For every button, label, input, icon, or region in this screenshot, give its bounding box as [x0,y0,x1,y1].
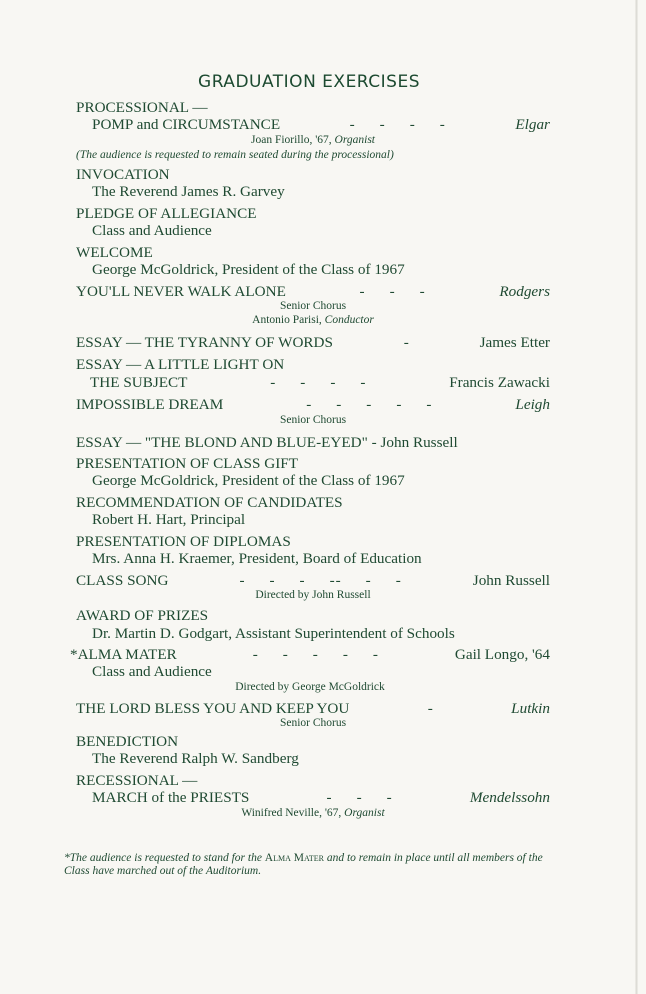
diplomas-person: Mrs. Anna H. Kraemer, President, Board of Education [92,550,422,568]
processional-composer: Elgar [515,116,550,134]
walk-alone-title: YOU'LL NEVER WALK ALONE [76,282,286,300]
lord-bless-composer: Lutkin [511,699,550,717]
alma-mater-composer: Gail Longo, '64 [454,645,550,663]
class-gift-person: George McGoldrick, President of the Class of 1967 [92,472,405,490]
impossible-dream-chorus: Senior Chorus [279,413,347,426]
page-edge [635,0,638,994]
program-item-class-song [76,572,550,603]
class-gift-heading: PRESENTATION OF CLASS GIFT [76,454,298,472]
footnote-part1: *The audience is requested to stand for the [64,852,262,864]
benediction-heading: BENEDICTION [76,732,179,750]
program-item-diplomas [76,533,550,568]
alma-mater-direction: Directed by George McGoldrick [235,680,385,693]
processional-dashes: - - - - [349,116,446,134]
program-item-recessional [76,772,550,821]
essay-2-title-line2: THE SUBJECT [90,373,188,391]
program-list [70,99,550,823]
pledge-detail: Class and Audience [92,222,212,240]
recessional-piece: MARCH of the PRIESTS [92,789,250,807]
processional-piece: POMP and CIRCUMSTANCE [92,116,281,134]
recessional-dashes: - - - [326,789,393,807]
recommendation-heading: RECOMMENDATION OF CANDIDATES [76,493,343,511]
recessional-performer-role: Organist [344,806,385,819]
program-item-benediction [76,733,550,768]
program-item-invocation [76,166,550,201]
walk-alone-conductor-role: Conductor [324,314,374,327]
processional-performer-role: Organist [334,133,376,146]
footnote-part2: and to remain in place until all members of the Class have marched out of the Auditorium. [64,852,543,878]
class-song-title: CLASS SONG [76,571,169,589]
essay-3-title: ESSAY — "THE BLOND AND BLUE-EYED" - John Russell [76,433,458,451]
program-item-impossible-dream [76,396,550,427]
class-song-composer: John Russell [472,571,550,589]
impossible-dream-row [76,396,550,413]
processional-heading: PROCESSIONAL — [76,99,208,116]
essay-1-title: ESSAY — THE TYRANNY OF WORDS [76,333,333,351]
processional-piece-row [76,116,550,133]
benediction-person: The Reverend Ralph W. Sandberg [92,750,299,768]
welcome-person: George McGoldrick, President of the Class of 1967 [92,261,405,279]
impossible-dream-composer: Leigh [515,396,550,414]
lord-bless-dash: - [427,699,433,717]
walk-alone-chorus: Senior Chorus [279,300,347,313]
recessional-performer [76,807,550,821]
essay-2-dashes: - - - - [270,373,367,391]
program-item-processional [76,99,550,162]
invocation-heading: INVOCATION [76,165,170,183]
alma-mater-dashes: - - - - - [252,645,379,663]
walk-alone-dashes: - - - [359,282,426,300]
alma-mater-detail: Class and Audience [92,663,212,681]
program-item-recommendation [76,494,550,529]
walk-alone-conductor-name: Antonio Parisi, [252,314,322,327]
program-item-walk-alone [76,283,550,328]
walk-alone-composer: Rodgers [499,282,550,300]
program-item-essay-2 [76,356,550,391]
prizes-heading: AWARD OF PRIZES [76,607,209,625]
program-item-alma-mater [70,646,550,695]
impossible-dream-title: IMPOSSIBLE DREAM [76,396,224,414]
page-title: GRADUATION EXERCISES [198,72,420,92]
audience-footnote [64,852,552,878]
processional-performer-name: Joan Fiorillo, '67, [250,133,332,146]
alma-mater-title: *ALMA MATER [70,645,177,663]
invocation-person: The Reverend James R. Garvey [92,183,285,201]
essay-1-row [76,334,550,351]
walk-alone-conductor [76,314,550,328]
program-item-class-gift [76,455,550,490]
prizes-person: Dr. Martin D. Godgart, Assistant Superintendent of Schools [92,624,455,642]
program-item-lord-bless [76,700,550,731]
program-item-essay-1 [76,334,550,351]
class-song-direction: Directed by John Russell [255,589,371,602]
essay-1-dash: - [403,333,409,351]
essay-2-author: Francis Zawacki [449,373,550,391]
processional-note: (The audience is requested to remain seated during the processional) [76,148,394,161]
impossible-dream-dashes: - - - - - [306,396,433,414]
recessional-performer-name: Winifred Neville, '67, [241,806,342,819]
walk-alone-row [76,283,550,300]
footnote-alma-mater: Alma Mater [264,852,324,864]
recessional-composer: Mendelssohn [469,789,550,807]
lord-bless-chorus: Senior Chorus [279,717,347,730]
lord-bless-title: THE LORD BLESS YOU AND KEEP YOU [76,699,350,717]
program-item-pledge [76,205,550,240]
pledge-heading: PLEDGE OF ALLEGIANCE [76,204,257,222]
recommendation-person: Robert H. Hart, Principal [92,511,246,529]
essay-2-row [76,374,550,391]
lord-bless-row [76,700,550,717]
class-song-dashes: - - - -- - - [239,571,402,589]
essay-2-title-line1: ESSAY — A LITTLE LIGHT ON [76,356,285,374]
class-song-row [76,572,550,589]
alma-mater-row [70,646,550,663]
program-item-essay-3 [76,434,550,451]
welcome-heading: WELCOME [76,243,153,261]
recessional-heading: RECESSIONAL — [76,771,198,789]
program-item-welcome [76,244,550,279]
essay-1-author: James Etter [479,333,550,351]
recessional-piece-row [76,789,550,806]
diplomas-heading: PRESENTATION OF DIPLOMAS [76,532,291,550]
program-item-prizes [76,607,550,642]
processional-performer [76,134,550,148]
